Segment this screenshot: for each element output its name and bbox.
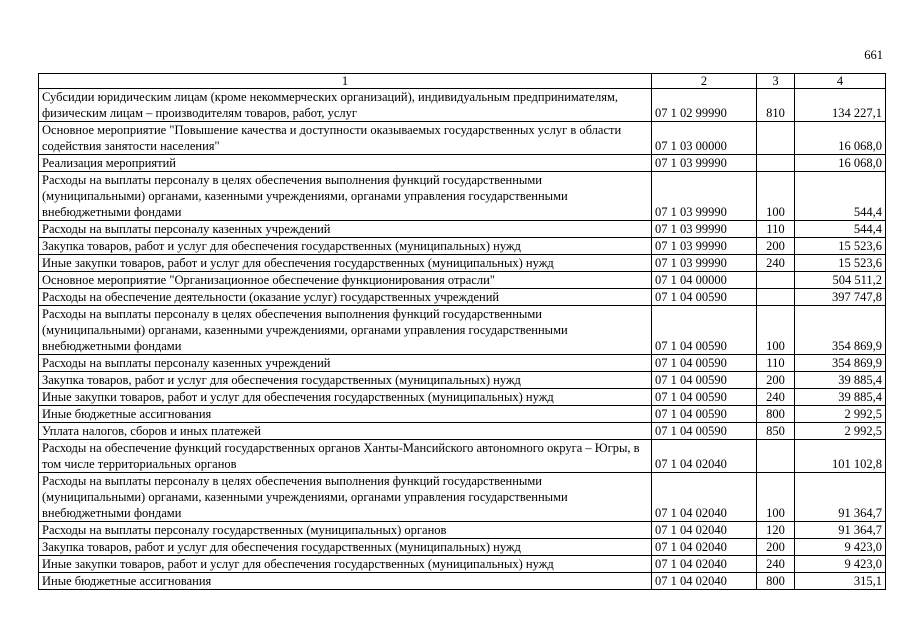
row-expense-type-cell: 240 — [757, 556, 795, 573]
row-name-cell: Основное мероприятие "Организационное обеспечение функционирования отрасли" — [39, 272, 652, 289]
row-expense-type-cell: 810 — [757, 89, 795, 122]
row-expense-type-cell: 240 — [757, 255, 795, 272]
row-expense-type-cell: 120 — [757, 522, 795, 539]
row-expense-type-cell: 100 — [757, 473, 795, 522]
header-row — [39, 74, 886, 89]
row-code-cell: 07 1 04 00590 — [652, 423, 757, 440]
row-name-cell: Расходы на выплаты персоналу государственных (муниципальных) органов — [39, 522, 652, 539]
row-code-cell: 07 1 04 02040 — [652, 556, 757, 573]
row-expense-type-cell: 100 — [757, 172, 795, 221]
row-name-cell: Расходы на обеспечение функций государственных органов Ханты-Мансийского автономного округа – Югры, в том числе территориальных органов — [39, 440, 652, 473]
row-expense-type-cell: 100 — [757, 306, 795, 355]
row-code-cell: 07 1 03 99990 — [652, 172, 757, 221]
table-row — [39, 272, 886, 289]
row-name-cell: Уплата налогов, сборов и иных платежей — [39, 423, 652, 440]
row-name-cell: Расходы на выплаты персоналу в целях обеспечения выполнения функций государственными (муниципальными) органами, казенными учреждениями, органами управления государственными внебюджетными фондами — [39, 473, 652, 522]
row-code-cell: 07 1 04 00590 — [652, 355, 757, 372]
row-code-cell: 07 1 04 00590 — [652, 306, 757, 355]
row-name-cell: Расходы на выплаты персоналу в целях обеспечения выполнения функций государственными (муниципальными) органами, казенными учреждениями, органами управления государственными внебюджетными фондами — [39, 172, 652, 221]
row-expense-type-cell: 110 — [757, 221, 795, 238]
table-row — [39, 355, 886, 372]
row-amount-cell: 15 523,6 — [795, 255, 886, 272]
row-name-cell: Иные бюджетные ассигнования — [39, 406, 652, 423]
row-name-cell: Реализация мероприятий — [39, 155, 652, 172]
row-amount-cell: 2 992,5 — [795, 406, 886, 423]
row-code-cell: 07 1 03 00000 — [652, 122, 757, 155]
row-code-cell: 07 1 04 02040 — [652, 522, 757, 539]
row-name-cell: Закупка товаров, работ и услуг для обеспечения государственных (муниципальных) нужд — [39, 372, 652, 389]
table-body — [39, 89, 886, 590]
row-code-cell: 07 1 04 02040 — [652, 440, 757, 473]
row-code-cell: 07 1 04 00590 — [652, 389, 757, 406]
row-amount-cell: 397 747,8 — [795, 289, 886, 306]
row-amount-cell: 504 511,2 — [795, 272, 886, 289]
table-row — [39, 556, 886, 573]
row-name-cell: Расходы на выплаты персоналу казенных учреждений — [39, 355, 652, 372]
row-expense-type-cell — [757, 155, 795, 172]
table-row — [39, 539, 886, 556]
row-expense-type-cell: 850 — [757, 423, 795, 440]
row-name-cell: Закупка товаров, работ и услуг для обеспечения государственных (муниципальных) нужд — [39, 539, 652, 556]
row-amount-cell: 544,4 — [795, 172, 886, 221]
row-code-cell: 07 1 04 00590 — [652, 406, 757, 423]
row-amount-cell: 16 068,0 — [795, 122, 886, 155]
row-amount-cell: 134 227,1 — [795, 89, 886, 122]
row-amount-cell: 16 068,0 — [795, 155, 886, 172]
row-expense-type-cell: 240 — [757, 389, 795, 406]
row-name-cell: Расходы на обеспечение деятельности (оказание услуг) государственных учреждений — [39, 289, 652, 306]
row-name-cell: Иные бюджетные ассигнования — [39, 573, 652, 590]
column-header-expense-type: 3 — [757, 74, 795, 89]
row-amount-cell: 39 885,4 — [795, 372, 886, 389]
column-header-code: 2 — [652, 74, 757, 89]
table-row — [39, 306, 886, 355]
row-amount-cell: 91 364,7 — [795, 522, 886, 539]
row-code-cell: 07 1 04 02040 — [652, 573, 757, 590]
row-amount-cell: 39 885,4 — [795, 389, 886, 406]
row-amount-cell: 315,1 — [795, 573, 886, 590]
row-expense-type-cell: 110 — [757, 355, 795, 372]
page-number: 661 — [864, 48, 883, 62]
row-amount-cell: 2 992,5 — [795, 423, 886, 440]
row-code-cell: 07 1 04 02040 — [652, 539, 757, 556]
row-code-cell: 07 1 04 00590 — [652, 289, 757, 306]
row-code-cell: 07 1 03 99990 — [652, 155, 757, 172]
row-expense-type-cell — [757, 440, 795, 473]
row-name-cell: Расходы на выплаты персоналу в целях обеспечения выполнения функций государственными (муниципальными) органами, казенными учреждениями, органами управления государственными внебюджетными фондами — [39, 306, 652, 355]
column-header-amount: 4 — [795, 74, 886, 89]
row-name-cell: Расходы на выплаты персоналу казенных учреждений — [39, 221, 652, 238]
row-amount-cell: 91 364,7 — [795, 473, 886, 522]
row-code-cell: 07 1 02 99990 — [652, 89, 757, 122]
row-amount-cell: 9 423,0 — [795, 556, 886, 573]
table-row — [39, 372, 886, 389]
table-row — [39, 221, 886, 238]
row-name-cell: Иные закупки товаров, работ и услуг для обеспечения государственных (муниципальных) нужд — [39, 556, 652, 573]
table-row — [39, 440, 886, 473]
table-row — [39, 289, 886, 306]
table-row — [39, 473, 886, 522]
table-row — [39, 389, 886, 406]
row-name-cell: Основное мероприятие "Повышение качества и доступности оказываемых государственных услуг в области содействия занятости населения" — [39, 122, 652, 155]
row-expense-type-cell: 200 — [757, 539, 795, 556]
table-row — [39, 238, 886, 255]
row-amount-cell: 9 423,0 — [795, 539, 886, 556]
row-code-cell: 07 1 03 99990 — [652, 221, 757, 238]
row-code-cell: 07 1 04 00000 — [652, 272, 757, 289]
row-expense-type-cell — [757, 122, 795, 155]
row-amount-cell: 101 102,8 — [795, 440, 886, 473]
row-code-cell: 07 1 04 02040 — [652, 473, 757, 522]
table-row — [39, 573, 886, 590]
row-expense-type-cell — [757, 289, 795, 306]
table-row — [39, 406, 886, 423]
row-expense-type-cell: 200 — [757, 238, 795, 255]
row-code-cell: 07 1 03 99990 — [652, 238, 757, 255]
row-code-cell: 07 1 03 99990 — [652, 255, 757, 272]
row-name-cell: Субсидии юридическим лицам (кроме некоммерческих организаций), индивидуальным предпринимателям, физическим лицам – производителям товаров, работ, услуг — [39, 89, 652, 122]
column-header-name: 1 — [39, 74, 652, 89]
row-expense-type-cell: 800 — [757, 406, 795, 423]
row-name-cell: Иные закупки товаров, работ и услуг для обеспечения государственных (муниципальных) нужд — [39, 389, 652, 406]
table-row — [39, 89, 886, 122]
table-row — [39, 522, 886, 539]
table-row — [39, 172, 886, 221]
table-row — [39, 155, 886, 172]
row-amount-cell: 354 869,9 — [795, 355, 886, 372]
table-row — [39, 255, 886, 272]
row-amount-cell: 354 869,9 — [795, 306, 886, 355]
row-name-cell: Иные закупки товаров, работ и услуг для обеспечения государственных (муниципальных) нужд — [39, 255, 652, 272]
table-row — [39, 423, 886, 440]
row-amount-cell: 544,4 — [795, 221, 886, 238]
budget-table — [38, 73, 886, 590]
row-code-cell: 07 1 04 00590 — [652, 372, 757, 389]
row-amount-cell: 15 523,6 — [795, 238, 886, 255]
row-expense-type-cell: 800 — [757, 573, 795, 590]
table-row — [39, 122, 886, 155]
row-name-cell: Закупка товаров, работ и услуг для обеспечения государственных (муниципальных) нужд — [39, 238, 652, 255]
row-expense-type-cell — [757, 272, 795, 289]
row-expense-type-cell: 200 — [757, 372, 795, 389]
